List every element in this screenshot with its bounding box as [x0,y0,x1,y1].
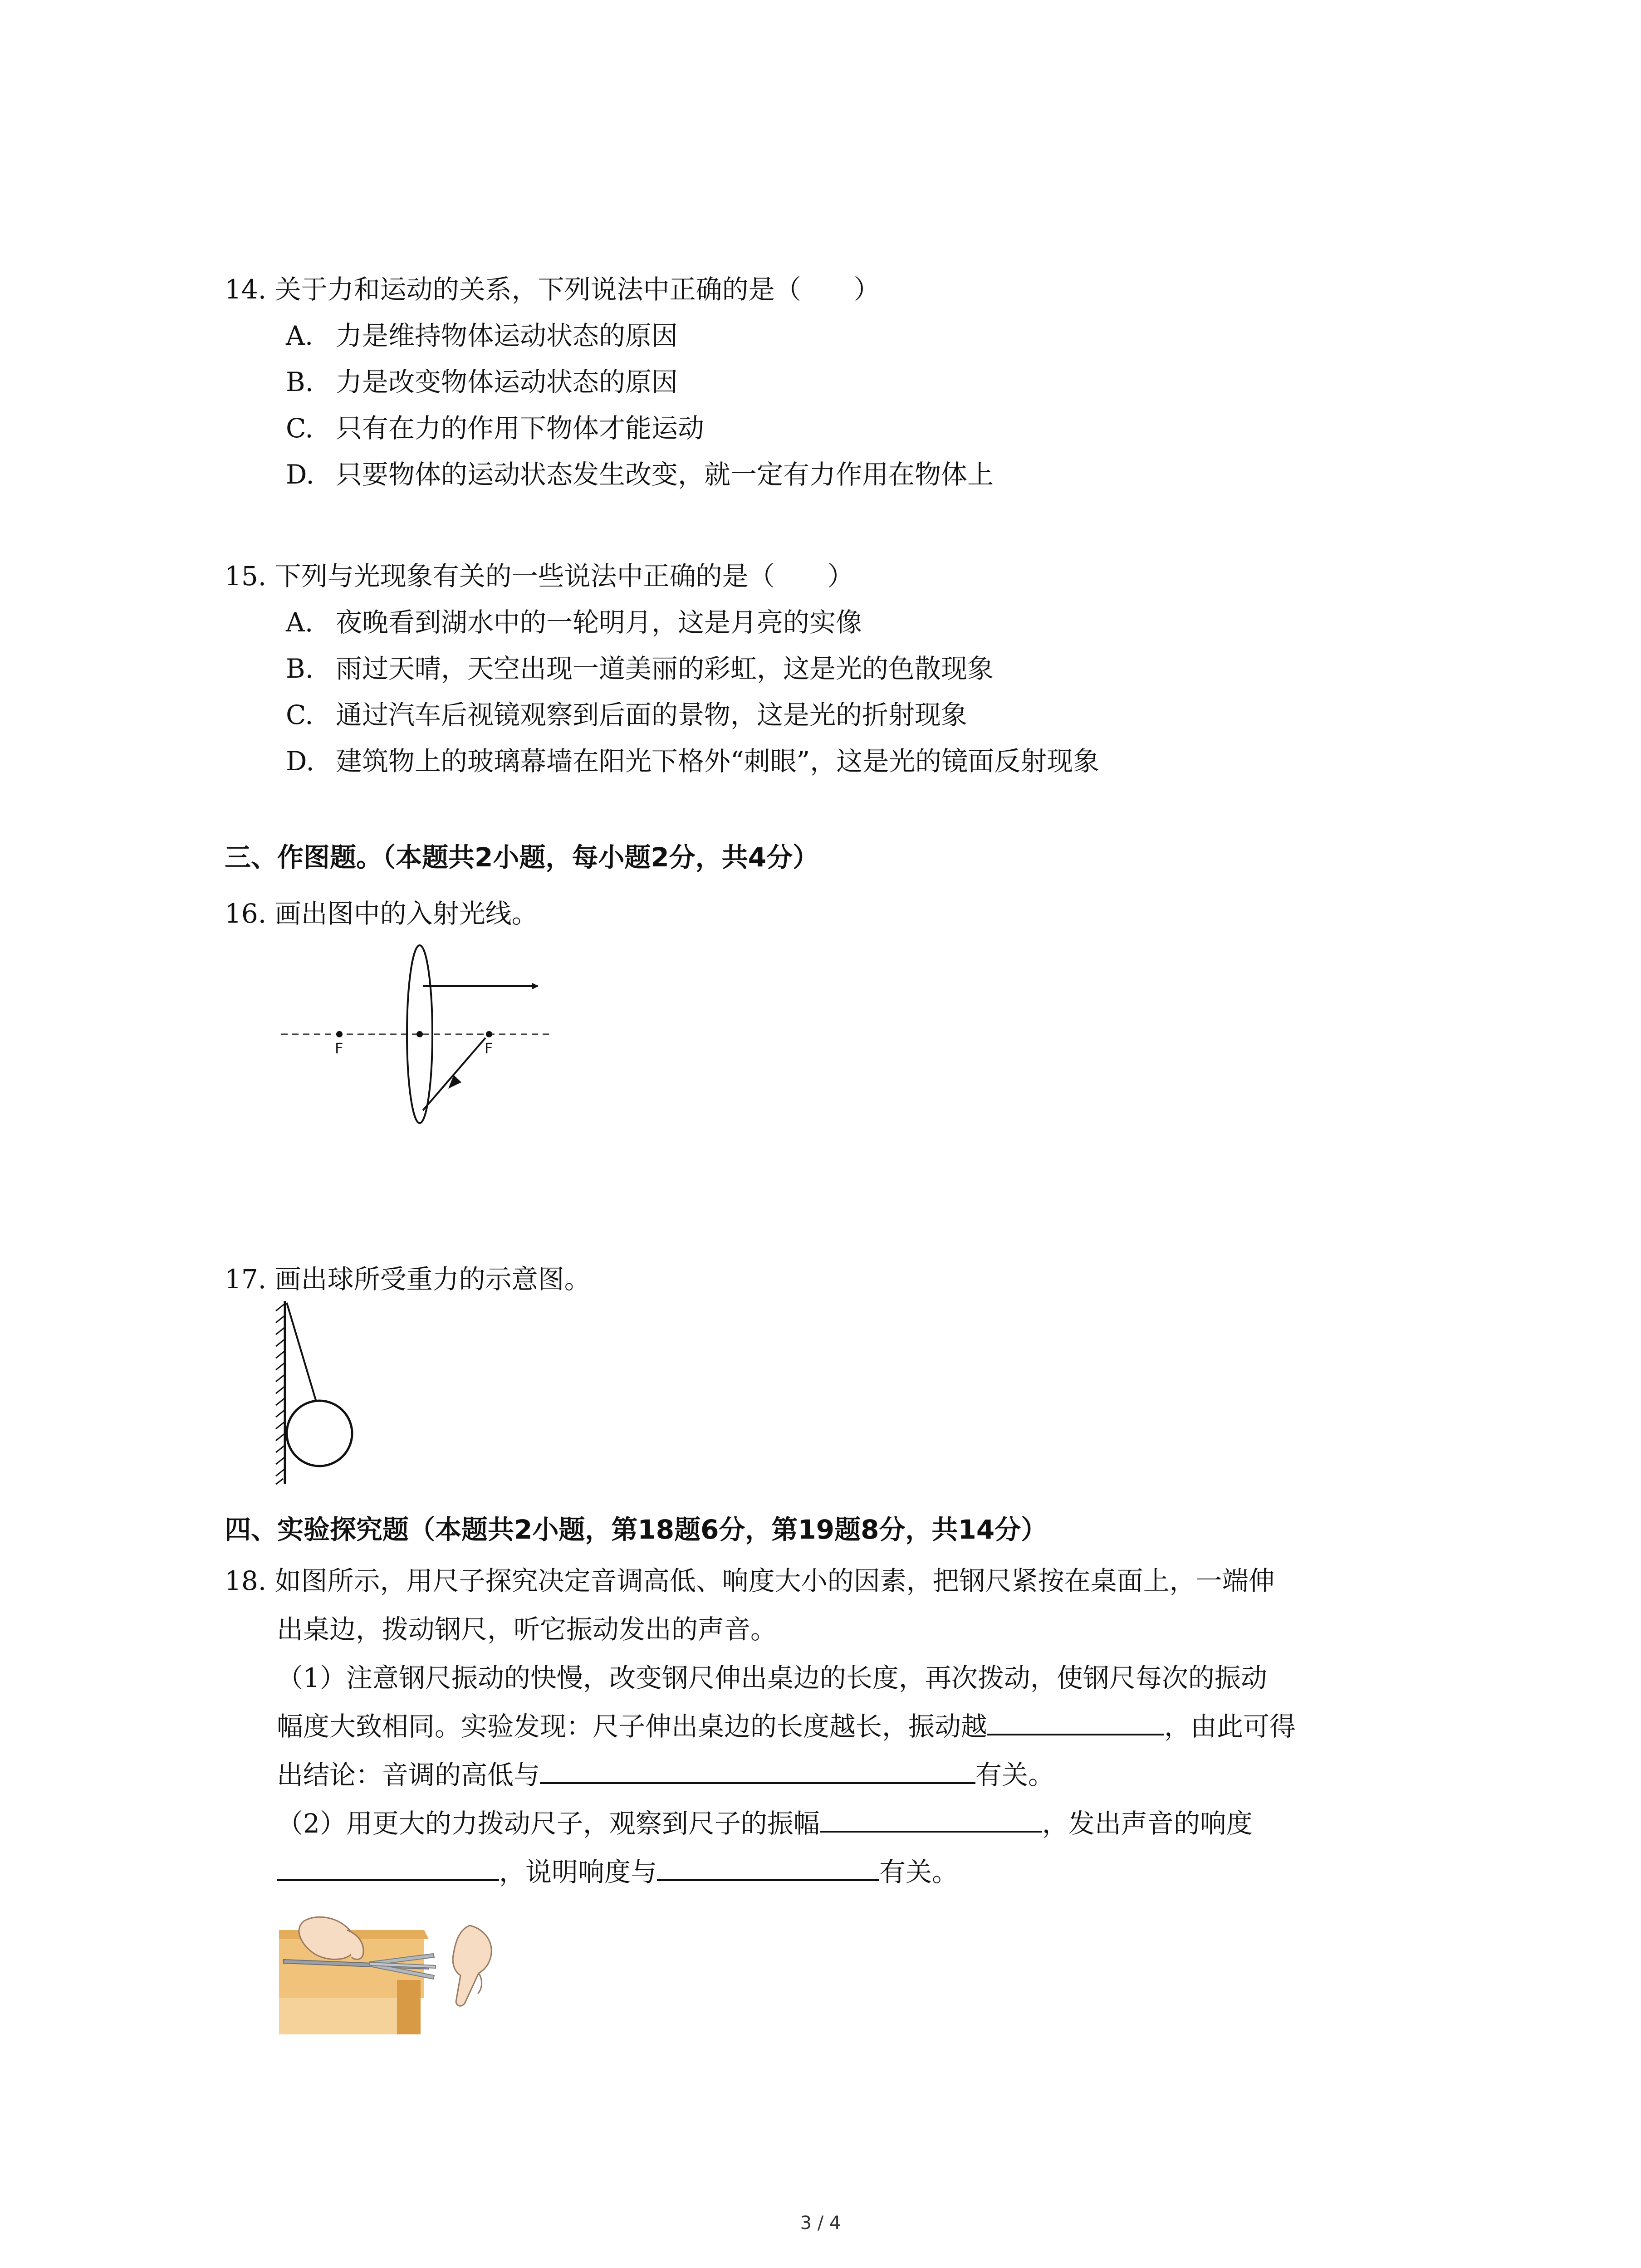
option-text: 力是维持物体运动状态的原因 [336,320,678,351]
option-label: C. [286,699,314,730]
option-label: A. [286,607,314,638]
q18-part2-line-2 [277,1847,958,1897]
table-shadow [279,1998,397,2034]
option-text: 雨过天晴，天空出现一道美丽的彩虹，这是光的色散现象 [336,653,994,684]
focus-left-dot [336,1031,343,1037]
q14-option-d [286,451,994,498]
q18-part2-text-b: ，发出声音的响度 [1042,1808,1253,1839]
q15-option-d [286,738,1099,785]
plucking-hand [453,1926,491,2006]
answer-blank-loudness-factor[interactable] [657,1849,879,1881]
q18-part1-line-2 [277,1701,1296,1751]
option-label: D. [286,459,314,490]
q18-part1-line-3 [277,1750,1054,1800]
option-text: 通过汽车后视镜观察到后面的景物，这是光的折射现象 [336,699,968,730]
q18-part2-text-a: （2）用更大的力拨动尺子，观察到尺子的振幅 [277,1808,820,1839]
hanging-ball-diagram [272,1297,372,1488]
option-text: 只要物体的运动状态发生改变，就一定有力作用在物体上 [336,459,994,490]
q14-option-c [286,405,704,452]
answer-blank-loudness[interactable] [277,1849,499,1881]
q18-line-1: 18. 如图所示，用尺子探究决定音调高低、响度大小的因素，把钢尺紧按在桌面上，一端伸 [225,1565,1275,1596]
q18-part1-text-a: 幅度大致相同。实验发现：尺子伸出桌边的长度越长，振动越 [277,1711,988,1742]
ray-arrow [448,1075,461,1089]
option-label: D. [286,746,314,777]
q18-line-2: 出桌边，拨动钢尺，听它振动发出的声音。 [277,1614,777,1645]
ruler-table-illustration [279,1912,506,2034]
option-text: 夜晚看到湖水中的一轮明月，这是月亮的实像 [336,607,862,638]
option-label: B. [286,367,314,397]
ball [287,1401,352,1466]
q14-stem: 14. 关于力和运动的关系，下列说法中正确的是（ ） [225,274,880,305]
focus-left-label: F [335,1040,343,1057]
q15-option-c [286,691,967,738]
q18-part1-text-b: ，由此可得 [1164,1711,1296,1742]
option-label: C. [286,413,314,444]
option-text: 只有在力的作用下物体才能运动 [336,413,705,444]
option-label: A. [286,320,314,351]
q18-part2-text-c: ，说明响度与 [499,1857,657,1887]
focus-right-dot [486,1031,492,1037]
q16-stem: 16. 画出图中的入射光线。 [225,898,538,929]
q18-part1-line-1: （1）注意钢尺振动的快慢，改变钢尺伸出桌边的长度，再次拨动，使钢尺每次的振动 [277,1662,1267,1693]
q14-option-b [286,358,678,406]
option-text: 力是改变物体运动状态的原因 [336,367,678,397]
page-number: 3 / 4 [800,2213,841,2234]
wall-hatching [276,1304,285,1484]
section-4-heading: 四、实验探究题（本题共2小题，第18题6分，第19题8分，共14分） [225,1514,1048,1545]
q18-part1-text-c: 出结论：音调的高低与 [277,1760,540,1790]
q17-stem: 17. 画出球所受重力的示意图。 [225,1264,591,1295]
table-leg [397,1980,421,2034]
q18-part2-line-1 [277,1799,1253,1848]
option-label: B. [286,653,314,684]
section-3-heading: 三、作图题。（本题共2小题，每小题2分，共4分） [225,842,819,873]
q18-part2-text-d: 有关。 [879,1857,959,1887]
q18-part1-text-d: 有关。 [975,1760,1055,1790]
lens-diagram [272,939,563,1129]
answer-blank-amplitude[interactable] [820,1801,1042,1833]
answer-blank-vibration[interactable] [987,1704,1164,1735]
answer-blank-pitch-factor[interactable] [540,1752,975,1784]
optical-center-dot [416,1031,423,1037]
q15-option-a [286,599,862,646]
q15-stem: 15. 下列与光现象有关的一些说法中正确的是（ ） [225,561,854,591]
focus-right-label: F [485,1040,493,1057]
option-text: 建筑物上的玻璃幕墙在阳光下格外“刺眼”，这是光的镜面反射现象 [336,746,1100,777]
string [287,1303,318,1406]
q14-option-a [286,312,678,359]
q15-option-b [286,645,994,692]
